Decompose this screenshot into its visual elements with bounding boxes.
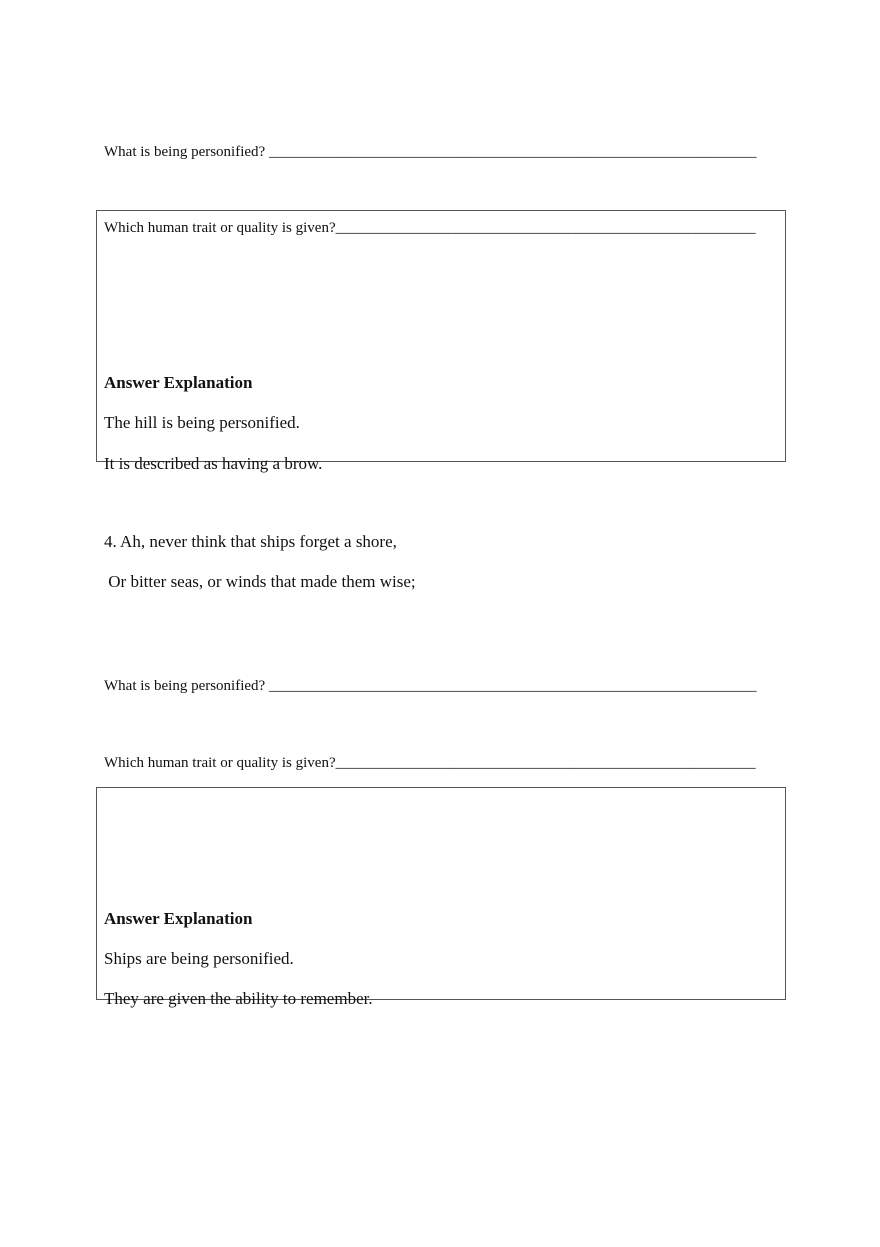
q3-trait-prompt: Which human trait or quality is given?________________________________________________________ — [104, 220, 756, 236]
q4-poem-line2: Or bitter seas, or winds that made them wise; — [104, 572, 416, 591]
q4-trait-prompt: Which human trait or quality is given?________________________________________________________ — [104, 755, 756, 771]
q3-explanation-heading: Answer Explanation — [104, 373, 253, 392]
q4-explanation-heading: Answer Explanation — [104, 909, 253, 928]
q4-personified-prompt: What is being personified? _________________________________________________________________ — [104, 678, 757, 694]
q3-explanation-line1: The hill is being personified. — [104, 413, 300, 432]
q3-personified-prompt: What is being personified? _________________________________________________________________ — [104, 144, 757, 160]
q4-explanation-line2: They are given the ability to remember. — [104, 989, 373, 1008]
q3-explanation-line2: It is described as having a brow. — [104, 454, 323, 473]
q4-poem-line1: 4. Ah, never think that ships forget a shore, — [104, 532, 397, 551]
q4-explanation-line1: Ships are being personified. — [104, 949, 294, 968]
